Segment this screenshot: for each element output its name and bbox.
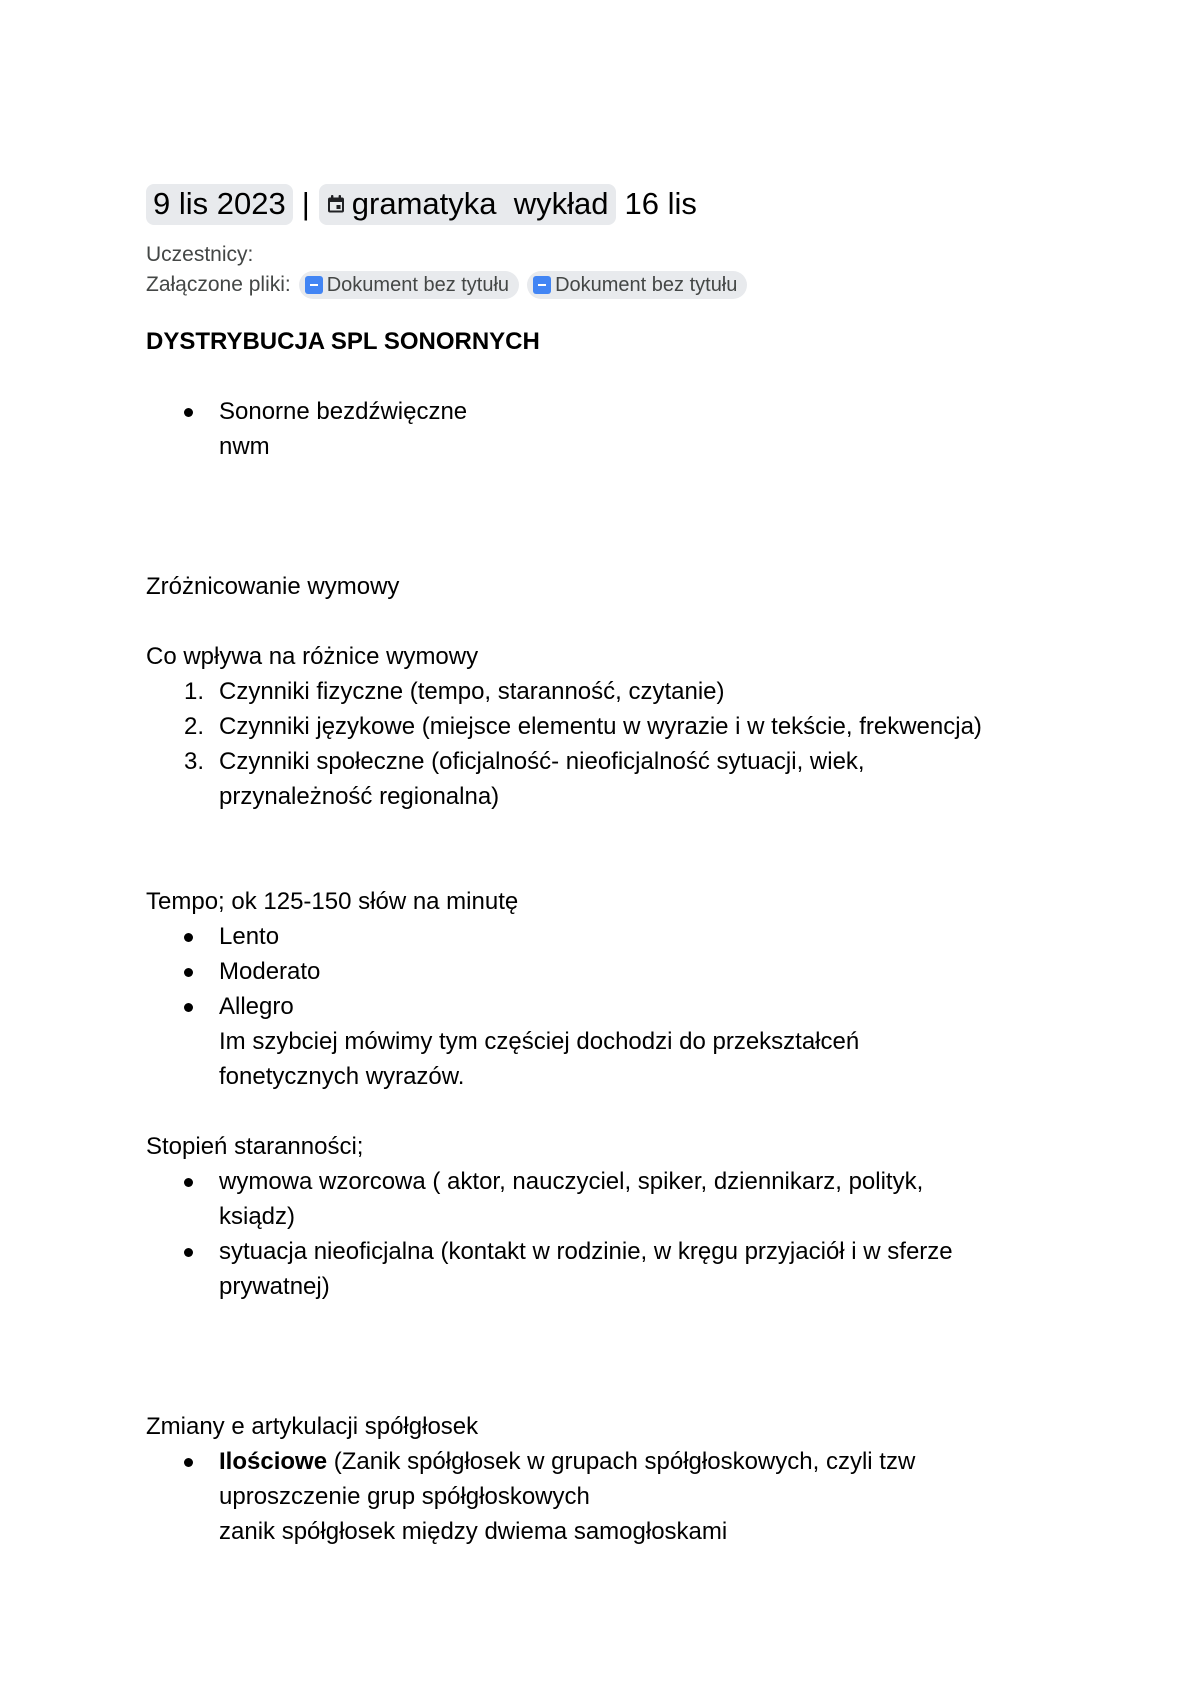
header-next-date: 16 lis [624, 186, 697, 221]
list-item-text: zanik spółgłosek między dwiema samogłoskami [219, 1518, 728, 1545]
date-chip[interactable] [146, 184, 293, 225]
list-item-text: Im szybciej mówimy tym częściej dochodzi do przekształceń [219, 1028, 860, 1055]
bullet-icon [184, 408, 193, 417]
bullet-icon [184, 1178, 193, 1187]
event-chip[interactable] [319, 184, 616, 225]
paragraph: Tempo; ok 125-150 słów na minutę [146, 888, 519, 915]
list-item-continuation [146, 1269, 1106, 1304]
list-item [146, 744, 1106, 779]
tempo-list [146, 919, 1106, 1094]
list-item [146, 709, 1106, 744]
file-chip-label: Dokument bez tytułu [555, 274, 738, 296]
file-chip-label: Dokument bez tytułu [326, 274, 510, 296]
sonorants-list [146, 394, 1106, 464]
list-item [146, 919, 1106, 954]
list-item-text: przynależność regionalna) [219, 783, 500, 810]
meeting-notes-header [146, 178, 1106, 230]
list-number: 3. [184, 748, 205, 775]
bullet-icon [184, 968, 193, 977]
header-separator: | [301, 186, 310, 221]
list-item-text: Allegro [219, 993, 294, 1020]
list-item-text: fonetycznych wyrazów. [219, 1063, 465, 1090]
list-item-text: nwm [219, 433, 270, 460]
list-item-continuation [146, 1024, 1106, 1059]
event-chip-label: gramatyka wykład [351, 185, 609, 221]
meeting-meta [146, 240, 1106, 300]
list-item-continuation [146, 429, 1106, 464]
list-item-text: Czynniki językowe (miejsce elementu w wyrazie i w tekście, frekwencja) [219, 713, 982, 740]
list-item-continuation [146, 1479, 1106, 1514]
file-chip[interactable] [299, 271, 519, 299]
list-item-text: sytuacja nieoficjalna (kontakt w rodzinie, w kręgu przyjaciół i w sferze [219, 1238, 953, 1265]
list-item-text: uproszczenie grup spółgłoskowych [219, 1483, 590, 1510]
list-item-text: Sonorne bezdźwięczne [219, 398, 468, 425]
list-item-continuation [146, 1514, 1106, 1549]
list-item-text: Czynniki fizyczne (tempo, staranność, czytanie) [219, 678, 725, 705]
list-item [146, 1234, 1106, 1269]
doc-icon [533, 276, 551, 294]
list-item [146, 394, 1106, 429]
participants-row [146, 240, 1106, 270]
list-item-text: (Zanik spółgłosek w grupach spółgłoskowych, czyli tzw [327, 1448, 916, 1475]
bullet-icon [184, 1248, 193, 1257]
list-item-text: ksiądz) [219, 1203, 296, 1230]
list-number: 1. [184, 678, 205, 705]
paragraph: Co wpływa na różnice wymowy [146, 643, 479, 670]
list-item-bold-text: Ilościowe [219, 1448, 328, 1475]
bullet-icon [184, 1003, 193, 1012]
list-item [146, 1444, 1106, 1479]
list-item-continuation [146, 1199, 1106, 1234]
document-page [146, 178, 1106, 1549]
paragraph: Stopień staranności; [146, 1133, 364, 1160]
file-chip[interactable] [527, 271, 747, 299]
changes-list [146, 1444, 1106, 1549]
attached-files-row [146, 270, 1106, 300]
paragraph: Zmiany e artykulacji spółgłosek [146, 1413, 479, 1440]
list-item [146, 989, 1106, 1024]
list-item-text: Lento [219, 923, 280, 950]
care-list [146, 1164, 1106, 1304]
factors-list [146, 674, 1106, 814]
date-chip-label: 9 lis 2023 [153, 185, 286, 221]
participants-label: Uczestnicy: [146, 243, 254, 266]
list-item [146, 1164, 1106, 1199]
doc-icon [305, 276, 323, 294]
calendar-icon [326, 194, 346, 214]
bullet-icon [184, 933, 193, 942]
list-item-continuation [146, 779, 1106, 814]
list-item [146, 954, 1106, 989]
paragraph: Zróżnicowanie wymowy [146, 573, 400, 600]
list-item [146, 674, 1106, 709]
list-number: 2. [184, 713, 205, 740]
list-item-continuation [146, 1059, 1106, 1094]
list-item-text: prywatnej) [219, 1273, 330, 1300]
list-item-text: Moderato [219, 958, 321, 985]
attached-files-label: Załączone pliki: [146, 273, 291, 296]
bullet-icon [184, 1458, 193, 1467]
section-heading: DYSTRYBUCJA SPL SONORNYCH [146, 328, 540, 355]
list-item-text: wymowa wzorcowa ( aktor, nauczyciel, spiker, dziennikarz, polityk, [219, 1168, 924, 1195]
list-item-text: Czynniki społeczne (oficjalność- nieoficjalność sytuacji, wiek, [219, 748, 865, 775]
